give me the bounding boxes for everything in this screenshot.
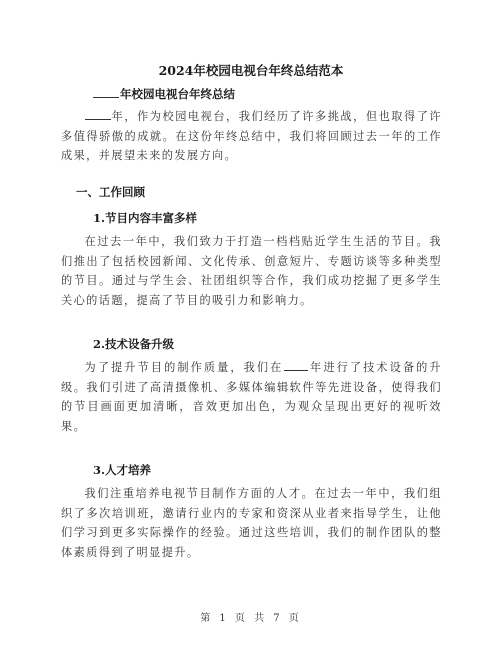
- intro-text: 年，作为校园电视台，我们经历了许多挑战，但也取得了许多值得骄傲的成就。在这份年终总结中，我们将回顾过去一年的工作成果，并展望未来的发展方向。: [61, 110, 442, 162]
- subheading-equipment: 2.技术设备升级: [93, 337, 175, 351]
- paragraph-content: 在过去一年中，我们致力于打造一档档贴近学生生活的节目。我们推出了包括校园新闻、文化传承、创意短片、专题访谈等多种类型的节目。通过与学生会、社团组织等合作，我们成功挖掘了更多学生关心的话题，提高了节目的吸引力和影响力。: [61, 235, 442, 307]
- paragraph-equipment: [61, 358, 442, 436]
- page-number: 第 1 页 共 7 页: [200, 613, 302, 624]
- section-heading-review: 一、工作回顾: [76, 185, 145, 199]
- subheading-content: 1.节目内容丰富多样: [93, 211, 198, 225]
- equipment-text-b: 年进行了技术设备的升级。我们引进了高清摄像机、多媒体编辑软件等先进设备，使得我们的节目画面更加清晰，音效更加出色，为观众呈现出更好的视听效果。: [61, 361, 442, 433]
- equipment-text-a: 为了提升节目的制作质量，我们在: [84, 361, 284, 374]
- document-subtitle: [93, 86, 235, 102]
- fill-blank: [93, 87, 119, 98]
- fill-blank: [85, 109, 111, 120]
- intro-paragraph: [61, 107, 442, 166]
- subheading-talent: 3.人才培养: [93, 463, 152, 477]
- paragraph-talent: 我们注重培养电视节目制作方面的人才。在过去一年中，我们组织了多次培训班，邀请行业内的专家和资深从业者来指导学生，让他们学习到更多实际操作的经验。通过这些培训，我们的制作团队的整体素质得到了明显提升。: [61, 487, 442, 559]
- document-title: 2024年校园电视台年终总结范本: [158, 63, 344, 78]
- subtitle-text: 年校园电视台年终总结: [120, 87, 235, 101]
- fill-blank: [284, 360, 308, 371]
